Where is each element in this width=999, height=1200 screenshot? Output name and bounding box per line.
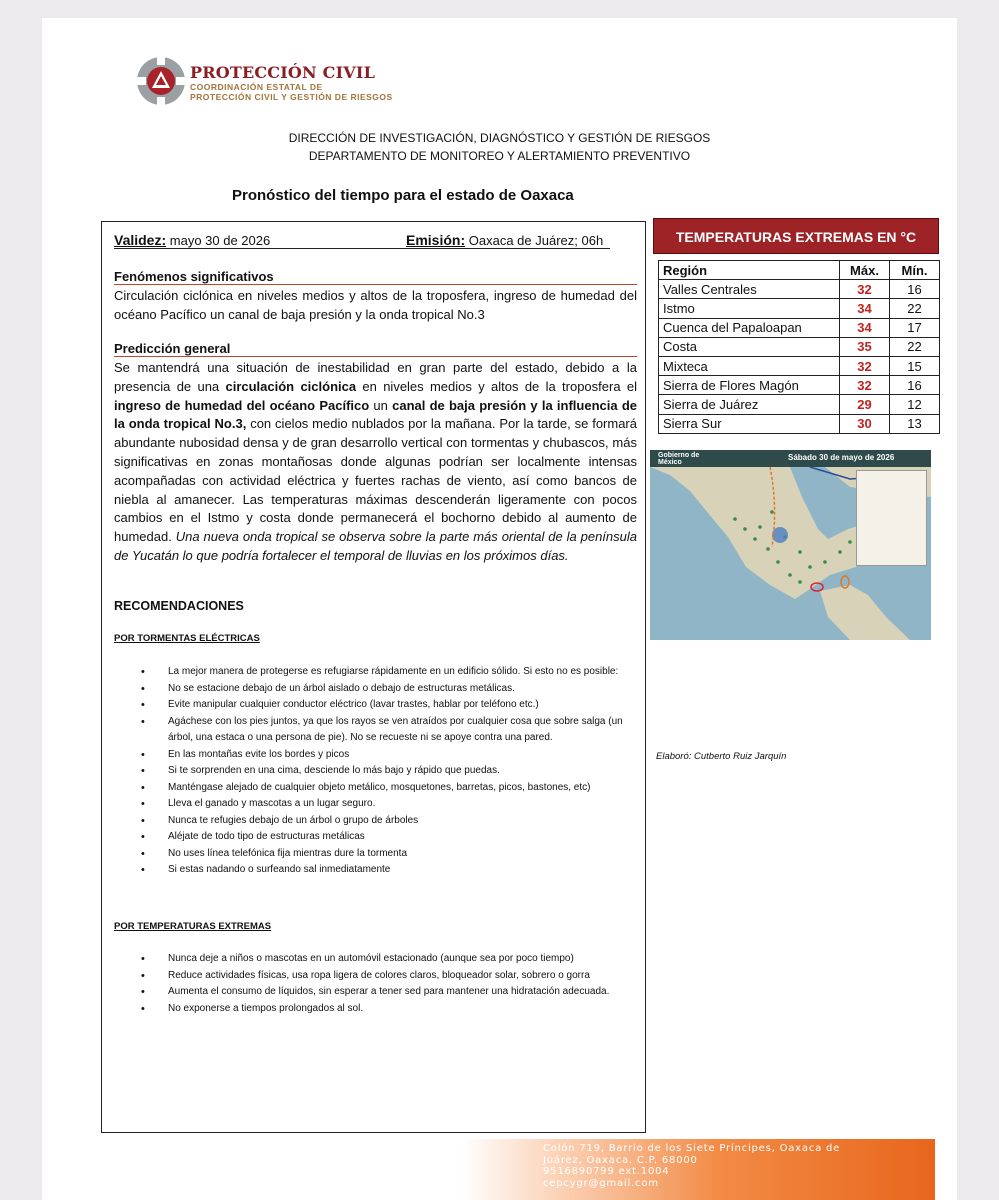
- cell-min: 22: [890, 337, 940, 356]
- temperature-table: [658, 260, 940, 434]
- prediccion-italic: Una nueva onda tropical se observa sobre la parte más oriental de la península de Yucatán lo que podría fortalecer el temporal de lluvias en los próximos días.: [114, 529, 638, 563]
- cell-min: 13: [890, 414, 940, 433]
- table-row: [659, 414, 940, 433]
- cell-region: Valles Centrales: [659, 280, 840, 299]
- org-subtitle: [190, 82, 393, 102]
- table-row: [659, 356, 940, 375]
- header-line1: DIRECCIÓN DE INVESTIGACIÓN, DIAGNÓSTICO Y GESTIÓN DE RIESGOS: [288, 131, 711, 145]
- cell-max: 32: [840, 280, 890, 299]
- prediccion-b2: ingreso de humedad del océano Pacífico: [114, 397, 370, 413]
- map-gob-label: [658, 452, 699, 466]
- cell-region: Istmo: [659, 299, 840, 318]
- emision: [406, 232, 603, 248]
- table-row: [659, 318, 940, 337]
- list-item: • No uses línea telefónica fija mientras dure la tormenta: [168, 846, 638, 863]
- map-gob-line1: Gobierno de: [658, 452, 700, 459]
- list-item: • Si te sorprenden en una cima, desciende lo más bajo y rápido que puedas.: [168, 763, 638, 780]
- document-page: [42, 18, 957, 1200]
- list-item: • Evite manipular cualquier conductor eléctrico (lavar trastes, hablar por teléfono etc.): [168, 697, 638, 714]
- cell-region: Mixteca: [659, 356, 840, 375]
- temperature-table-body: [659, 280, 940, 434]
- list-item: • Reduce actividades físicas, usa ropa ligera de colores claros, bloqueador solar, sobrero o gorra: [168, 968, 638, 985]
- temperaturas-extremas-title: TEMPERATURAS EXTREMAS EN °C: [653, 218, 939, 254]
- map-date: Sábado 30 de mayo de 2026: [788, 453, 895, 462]
- temperaturas-heading: POR TEMPERATURAS EXTREMAS: [114, 921, 272, 932]
- org-name: PROTECCIÓN CIVIL: [190, 63, 376, 82]
- list-item: • Agáchese con los pies juntos, ya que los rayos se ven atraídos por cualquier cosa que sobre salga (un árbol, una estaca o una persona de pie). No se recueste ni se apoye contra una pared.: [168, 714, 638, 747]
- cell-min: 15: [890, 356, 940, 375]
- recomendaciones-heading: RECOMENDACIONES: [114, 599, 244, 613]
- document-title: Pronóstico del tiempo para el estado de Oaxaca: [232, 187, 574, 204]
- list-item: • Aumenta el consumo de líquidos, sin esperar a tener sed para mantener una hidratación adecuada.: [168, 984, 638, 1001]
- fenomenos-heading: Fenómenos significativos: [114, 269, 637, 285]
- validez-label: Validez:: [114, 232, 167, 248]
- temperaturas-list: [168, 951, 638, 1017]
- col-region: Región: [659, 261, 840, 280]
- list-item: • No se estacione debajo de un árbol aislado o debajo de estructuras metálicas.: [168, 681, 638, 698]
- footer-line3: 9516890799 ext.1004: [543, 1166, 670, 1177]
- table-row: [659, 299, 940, 318]
- emision-value: Oaxaca de Juárez; 06h: [468, 233, 604, 248]
- cell-max: 34: [840, 318, 890, 337]
- cell-region: Sierra Sur: [659, 414, 840, 433]
- weather-map: [650, 450, 931, 640]
- cell-max: 32: [840, 356, 890, 375]
- cell-min: 22: [890, 299, 940, 318]
- tormentas-list: [168, 664, 638, 879]
- list-item: • No exponerse a tiempos prolongados al sol.: [168, 1001, 638, 1018]
- header-line2: DEPARTAMENTO DE MONITOREO Y ALERTAMIENTO PREVENTIVO: [308, 149, 691, 163]
- org-sub-line2: PROTECCIÓN CIVIL Y GESTIÓN DE RIESGOS: [190, 92, 393, 102]
- footer-line1: Colón 719, Barrio de los Siete Príncipes, Oaxaca de: [543, 1143, 841, 1154]
- table-row: [659, 337, 940, 356]
- cell-max: 35: [840, 337, 890, 356]
- table-header-row: [659, 261, 940, 280]
- footer-line2: Juárez, Oaxaca. C.P. 68000: [543, 1154, 698, 1166]
- prediccion-t3: un: [369, 397, 393, 413]
- map-header: [650, 450, 931, 467]
- cell-min: 16: [890, 280, 940, 299]
- validez-line: [114, 232, 610, 249]
- validez-value: mayo 30 de 2026: [169, 233, 271, 248]
- list-item: • En las montañas evite los bordes y picos: [168, 747, 638, 764]
- cell-region: Sierra de Flores Magón: [659, 376, 840, 395]
- table-row: [659, 376, 940, 395]
- map-land-mexico: [650, 467, 870, 599]
- prediccion-t2: en niveles medios y altos de la troposfera el: [356, 378, 638, 394]
- list-item: • La mejor manera de protegerse es refugiarse rápidamente en un edificio sólido. Si esto no es posible:: [168, 664, 638, 681]
- list-item: • Nunca te refugies debajo de un árbol o grupo de árboles: [168, 813, 638, 830]
- proteccion-civil-logo: [136, 54, 186, 108]
- cell-min: 12: [890, 395, 940, 414]
- fenomenos-text: Circulación ciclónica en niveles medios y altos de la troposfera, ingreso de humedad del océano Pacífico un canal de baja presión y la onda tropical No.3: [114, 288, 637, 322]
- prediccion-t1: Se mantendrá una situación de inestabilidad en gran parte del estado, debido a la presencia de una: [114, 360, 637, 394]
- elaboro: Elaboró: Cutberto Ruiz Jarquín: [656, 751, 787, 762]
- cell-max: 32: [840, 376, 890, 395]
- footer-line4: cepcygr@gmail.com: [543, 1177, 659, 1189]
- cell-region: Cuenca del Papaloapan: [659, 318, 840, 337]
- map-land-central-america: [820, 585, 910, 640]
- tormentas-heading: POR TORMENTAS ELÉCTRICAS: [114, 633, 260, 644]
- col-min: Mín.: [890, 261, 940, 280]
- list-item: • Aléjate de todo tipo de estructuras metálicas: [168, 829, 638, 846]
- prediccion-t4: con cielos medio nublados por la mañana. Por la tarde, se formará abundante nubosidad densa y de gran desarrollo vertical con tormentas y chubascos, más significativas en zonas montañosas donde algunas podrían ser localmente intensas acompañadas con actividad eléctrica y fuertes rachas de viento, así como bancos de niebla al amanecer. Las temperaturas máximas descenderán ligeramente con pocos cambios en el Istmo y costa donde permanecerá el bochorno debido al aumento de humedad.: [114, 416, 637, 545]
- cell-max: 30: [840, 414, 890, 433]
- list-item: • Lleva el ganado y mascotas a un lugar seguro.: [168, 796, 638, 813]
- table-row: [659, 280, 940, 299]
- emision-label: Emisión:: [406, 232, 466, 248]
- forecast-box: [101, 221, 646, 1133]
- prediccion-b3: canal de baja presión y la influencia de la onda tropical No.3,: [114, 397, 637, 432]
- list-item: • Si estas nadando o surfeando sal inmediatamente: [168, 862, 638, 879]
- col-max: Máx.: [840, 261, 890, 280]
- list-item: • Manténgase alejado de cualquier objeto metálico, mosquetones, barretas, picos, bastones, etc): [168, 780, 638, 797]
- footer-address-block: [461, 1139, 935, 1200]
- cell-max: 34: [840, 299, 890, 318]
- cell-region: Costa: [659, 337, 840, 356]
- prediccion-text: [114, 359, 637, 566]
- cell-max: 29: [840, 395, 890, 414]
- prediccion-heading: Predicción general: [114, 341, 637, 357]
- map-gob-line2: México: [658, 459, 682, 466]
- cell-min: 16: [890, 376, 940, 395]
- cell-region: Sierra de Juárez: [659, 395, 840, 414]
- prediccion-b1: circulación ciclónica: [225, 378, 357, 394]
- org-sub-line1: COORDINACIÓN ESTATAL DE: [190, 82, 323, 92]
- list-item: • Nunca deje a niños o mascotas en un automóvil estacionado (aunque sea por poco tiempo): [168, 951, 638, 968]
- map-legend: [856, 470, 927, 566]
- cell-min: 17: [890, 318, 940, 337]
- table-row: [659, 395, 940, 414]
